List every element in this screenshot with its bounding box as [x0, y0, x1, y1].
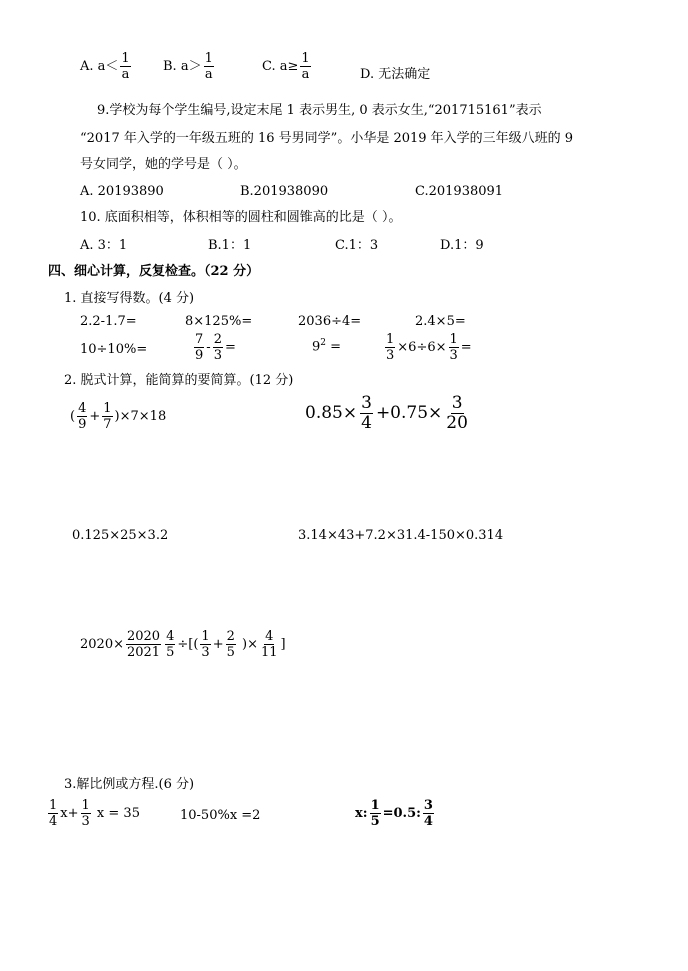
part-1-title: 1. 直接写得数。(4 分)	[64, 291, 195, 306]
calc-item: 8×125%=	[185, 314, 253, 329]
calc-item-fraction-diff: $\frac{7}{9}$ - $\frac{2}{3}$ =	[195, 332, 236, 363]
q9-option-b: B.201938090	[240, 184, 329, 199]
expression-1: ( $\frac{4}{9}$ + $\frac{1}{7}$ )×7×18	[70, 401, 167, 432]
q8-option-d: D. 无法确定	[360, 67, 431, 82]
part-2-title: 2. 脱式计算，能简算的要简算。(12 分)	[64, 373, 294, 388]
q8-option-a: A. a＜ $\frac{1}{a}$	[80, 51, 130, 82]
equation-1: $\frac{1}{4}$ x+ $\frac{1}{3}$ x = 35	[49, 798, 140, 829]
q9-option-c: C.201938091	[415, 184, 504, 199]
q10-option-b: B.1：1	[208, 238, 252, 253]
calc-item: 10÷10%=	[80, 342, 148, 357]
calc-item-fraction-product: $\frac{1}{3}$ ×6÷6× $\frac{1}{3}$ =	[386, 332, 472, 363]
equation-3: x: $\frac{1}{5}$ =0.5: $\frac{3}{4}$	[355, 798, 433, 829]
q9-line-1: 9.学校为每个学生编号,设定末尾 1 表示男生, 0 表示女生,“201715161”表示	[97, 103, 542, 118]
calc-item: 2.4×5=	[415, 314, 466, 329]
q9-option-a: A. 20193890	[80, 184, 164, 199]
calc-item-square: $9^2$ =	[312, 338, 342, 355]
q10-option-a: A. 3：1	[80, 238, 128, 253]
q8-option-c: C. a≥ $\frac{1}{a}$	[262, 51, 310, 82]
expression-5: 2020× $\frac{2020}{2021}$ $\frac{4}{5}$ ÷[( $\frac{1}{3}$ + $\frac{2}{5}$ )× $\frac{4}{11}$ ]	[80, 629, 286, 660]
q9-line-3: 号女同学，她的学号是（ ）。	[80, 157, 247, 172]
expression-4: 3.14×43+7.2×31.4-150×0.314	[298, 528, 504, 543]
calc-item: 2036÷4=	[298, 314, 362, 329]
q10-option-d: D.1：9	[440, 238, 484, 253]
expression-2: 0.85× $\frac{3}{4}$ +0.75× $\frac{3}{20}$	[305, 393, 468, 433]
q10-option-c: C.1：3	[335, 238, 379, 253]
part-3-title: 3.解比例或方程.(6 分)	[64, 777, 195, 792]
q8-option-b: B. a＞ $\frac{1}{a}$	[163, 51, 213, 82]
calc-item: 2.2-1.7=	[80, 314, 137, 329]
q10-text: 10. 底面积相等，体积相等的圆柱和圆锥高的比是（ ）。	[80, 210, 402, 225]
expression-3: 0.125×25×3.2	[72, 528, 169, 543]
section-4-title: 四、细心计算，反复检查。（22 分）	[48, 264, 260, 279]
equation-2: 10-50%x =2	[180, 808, 261, 823]
q9-line-2: “2017 年入学的一年级五班的 16 号男同学”。小华是 2019 年入学的三年级八班的 9	[80, 131, 574, 146]
